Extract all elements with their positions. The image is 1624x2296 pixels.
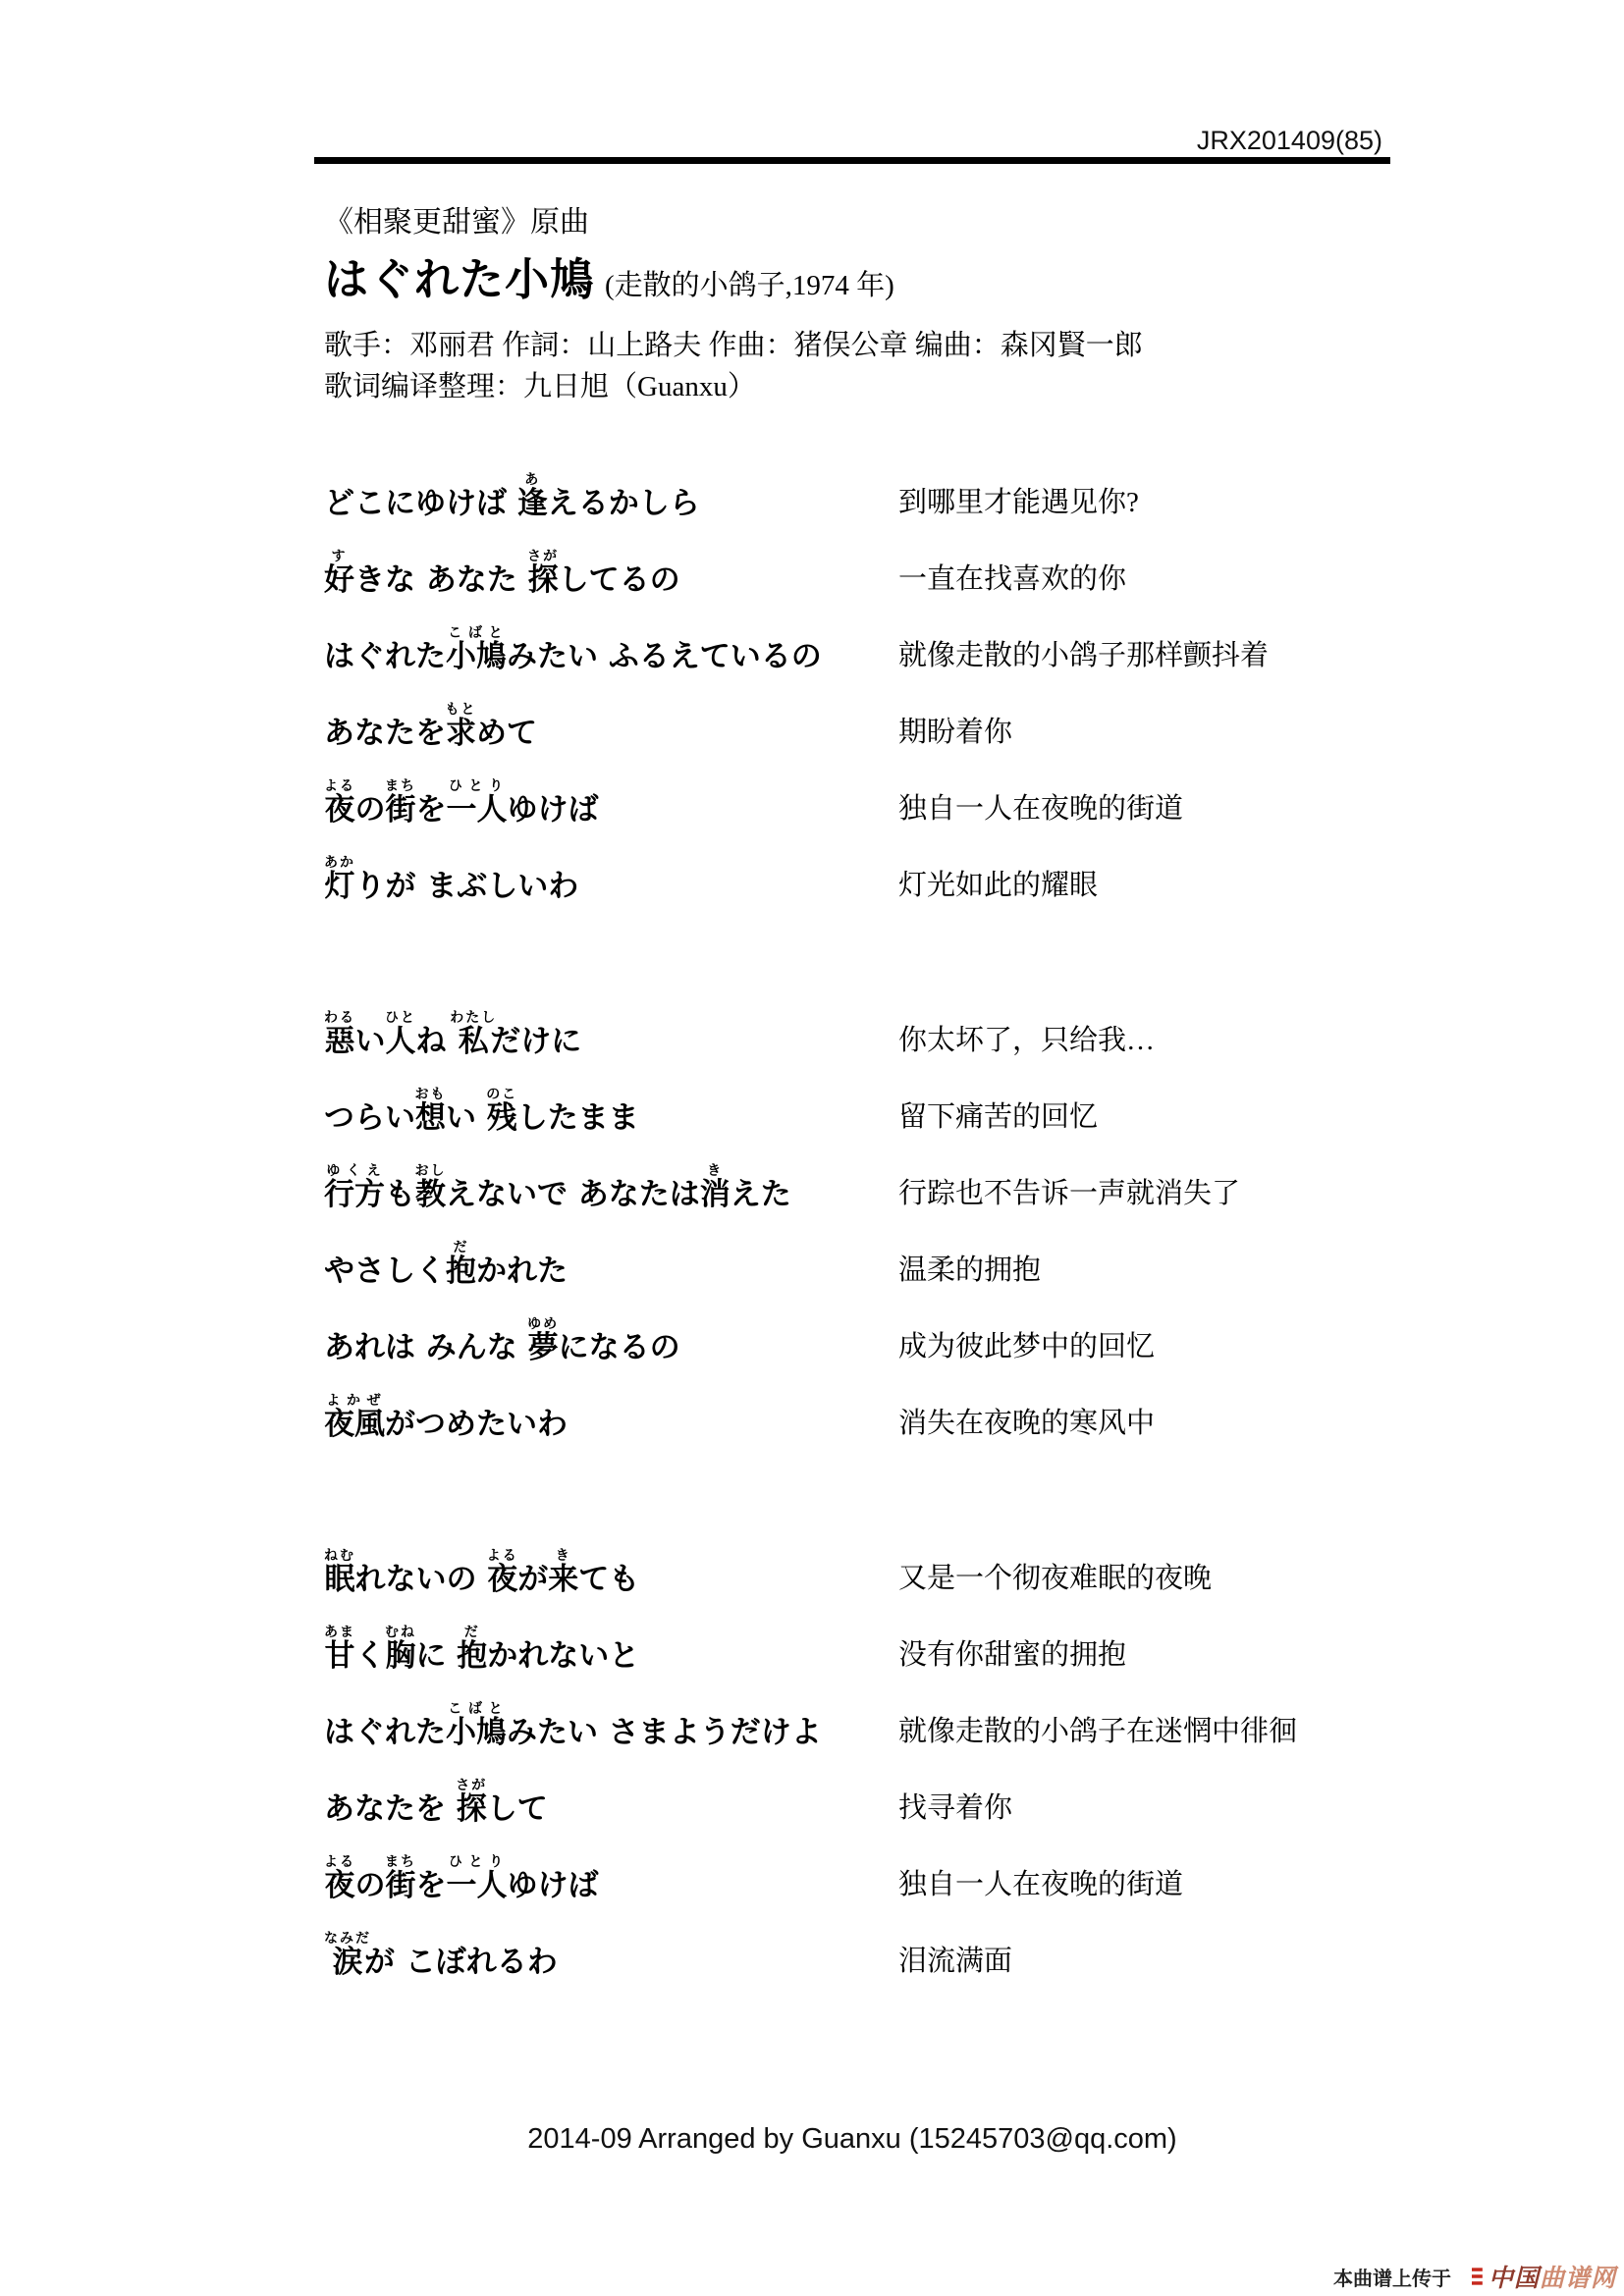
ruby-base: 私わたし	[450, 1010, 498, 1060]
ruby-base: 好す	[324, 549, 354, 599]
lyric-japanese: あなたを 探さがして	[324, 1778, 548, 1828]
ruby-base: 抱だ	[446, 1240, 476, 1290]
lyric-japanese: 夜風よかぜがつめたいわ	[324, 1393, 568, 1443]
ruby-base: 街まち	[385, 778, 416, 828]
furigana: おも	[414, 1087, 447, 1103]
ruby-base: 想おも	[414, 1087, 447, 1137]
lyric-line	[324, 1058, 1600, 1135]
furigana: なみだ	[324, 1931, 371, 1948]
lyric-japanese: やさしく抱だかれた	[324, 1240, 568, 1290]
furigana: ひと	[385, 1010, 416, 1027]
lyric-line	[324, 750, 1600, 827]
furigana: よかぜ	[324, 1393, 385, 1410]
lyric-translation: 独自一人在夜晚的街道	[898, 792, 1184, 825]
lyric-line	[324, 1826, 1600, 1902]
lyric-japanese: 行方ゆくえも教おしえないで あなたは消きえた	[324, 1163, 802, 1213]
lyric-line	[324, 827, 1600, 903]
furigana: さが	[527, 549, 560, 565]
furigana: おし	[414, 1163, 447, 1180]
origin-note: 《相聚更甜蜜》原曲	[324, 206, 589, 239]
lyric-translation: 温柔的拥抱	[898, 1254, 1042, 1286]
title-row	[324, 243, 894, 307]
furigana: もと	[445, 702, 477, 719]
furigana: よる	[486, 1548, 518, 1565]
ruby-base: 眠ねむ	[324, 1548, 355, 1598]
lyric-translation: 独自一人在夜晚的街道	[898, 1868, 1184, 1900]
lyric-translation: 一直在找喜欢的你	[898, 562, 1127, 595]
ruby-base: 甘あま	[324, 1625, 355, 1675]
lyric-translation: 行踪也不告诉一声就消失了	[898, 1177, 1241, 1209]
furigana: あ	[516, 472, 548, 489]
lyric-line	[324, 1135, 1600, 1211]
lyric-translation: 期盼着你	[898, 716, 1013, 748]
ruby-base: 一人ひとり	[446, 778, 508, 828]
lyric-line	[324, 1902, 1600, 1979]
lyric-japanese: 涙なみだが こぼれるわ	[324, 1931, 558, 1981]
lyrics-stanza	[324, 444, 1600, 903]
credits-line-1: 歌手：邓丽君 作詞：山上路夫 作曲：猪俣公章 编曲：森冈賢一郎	[324, 330, 1143, 361]
ruby-base: 胸むね	[385, 1625, 416, 1675]
furigana: す	[324, 549, 354, 565]
furigana: あか	[324, 855, 355, 872]
lyric-japanese: 甘あまく胸むねに 抱だかれないと	[324, 1625, 640, 1675]
ruby-base: 灯あか	[324, 855, 355, 905]
lyric-line	[324, 1596, 1600, 1673]
furigana: まち	[385, 778, 416, 795]
lyric-japanese: つらい想おもい 残のこしたまま	[324, 1087, 639, 1137]
ruby-base: 求もと	[445, 702, 477, 752]
ruby-base: 探さが	[456, 1778, 488, 1828]
watermark-brand-light: 曲谱网	[1539, 2266, 1616, 2292]
lyric-japanese: 眠ねむれないの 夜よるが来きても	[324, 1548, 640, 1598]
lyric-translation: 就像走散的小鸽子在迷惘中徘徊	[898, 1715, 1298, 1747]
doc-code: JRX201409(85)	[1196, 126, 1382, 155]
furigana: ひとり	[446, 778, 508, 795]
lyrics-stanza	[324, 982, 1600, 1441]
furigana: むね	[385, 1625, 416, 1641]
furigana: まち	[385, 1854, 416, 1871]
ruby-base: 涙なみだ	[324, 1931, 371, 1981]
furigana: き	[548, 1548, 579, 1565]
lyric-line	[324, 1673, 1600, 1749]
ruby-base: 抱だ	[457, 1625, 488, 1675]
furigana: さが	[456, 1778, 488, 1794]
furigana: よる	[324, 1854, 355, 1871]
lyric-japanese: はぐれた小鳩こばとみたい ふるえているの	[324, 625, 833, 675]
lyric-translation: 消失在夜晚的寒风中	[898, 1407, 1156, 1439]
lyric-japanese: 灯あかりが まぶしいわ	[324, 855, 579, 905]
lyric-translation: 留下痛苦的回忆	[898, 1100, 1099, 1133]
lyric-translation: 到哪里才能遇见你?	[898, 486, 1139, 518]
lyric-japanese: 好すきな あなた 探さがしてるの	[324, 549, 680, 599]
ruby-base: 教おし	[414, 1163, 447, 1213]
lyric-line	[324, 444, 1600, 520]
watermark-brand-dark: 中国	[1488, 2266, 1540, 2292]
furigana: わたし	[450, 1010, 498, 1027]
furigana: ゆめ	[527, 1316, 560, 1333]
lyric-japanese: 惡わるい人ひとね 私わたしだけに	[324, 1010, 582, 1060]
ruby-base: 夜風よかぜ	[324, 1393, 385, 1443]
ruby-base: 惡わる	[324, 1010, 355, 1060]
furigana: だ	[457, 1625, 488, 1641]
watermark-prefix: 本曲谱上传于	[1332, 2268, 1451, 2290]
furigana: わる	[324, 1010, 355, 1027]
lyrics-stanza	[324, 1520, 1600, 1979]
ruby-base: 残のこ	[486, 1087, 518, 1137]
ruby-base: 消き	[699, 1163, 731, 1213]
ruby-base: 夜よる	[486, 1548, 518, 1598]
furigana: ねむ	[324, 1548, 355, 1565]
lyric-line	[324, 673, 1600, 750]
lyrics-body	[324, 444, 1600, 2057]
furigana: だ	[446, 1240, 476, 1256]
lyric-line	[324, 1364, 1600, 1441]
lyric-translation: 就像走散的小鸽子那样颤抖着	[898, 639, 1270, 671]
ruby-base: 夢ゆめ	[527, 1316, 560, 1366]
furigana: こばと	[446, 625, 507, 642]
furigana: あま	[324, 1625, 355, 1641]
lyric-translation: 你太坏了，只给我…	[898, 1024, 1156, 1056]
ruby-base: 小鳩こばと	[446, 1701, 507, 1751]
lyric-line	[324, 1288, 1600, 1364]
ruby-base: 夜よる	[324, 1854, 355, 1904]
ruby-base: 探さが	[527, 549, 560, 599]
lyric-line	[324, 982, 1600, 1058]
furigana: のこ	[486, 1087, 518, 1103]
ruby-base: 街まち	[385, 1854, 416, 1904]
cn-qupu-logo-icon	[1459, 2264, 1485, 2289]
song-title: はぐれた小鳩	[324, 253, 596, 305]
lyric-japanese: はぐれた小鳩こばとみたい さまようだけよ	[324, 1701, 833, 1751]
lyric-line	[324, 1749, 1600, 1826]
ruby-base: 行方ゆくえ	[324, 1163, 385, 1213]
site-watermark	[1333, 2259, 1616, 2294]
ruby-base: 一人ひとり	[446, 1854, 508, 1904]
lyric-japanese: あれは みんな 夢ゆめになるの	[324, 1316, 680, 1366]
ruby-base: 人ひと	[385, 1010, 416, 1060]
ruby-base: 来き	[548, 1548, 579, 1598]
furigana: こばと	[446, 1701, 507, 1718]
lyric-japanese: どこにゆけば 逢あえるかしら	[324, 472, 700, 522]
header-rule	[314, 157, 1390, 164]
lyric-line	[324, 1520, 1600, 1596]
lyric-translation: 又是一个彻夜难眠的夜晚	[898, 1562, 1213, 1594]
lyric-japanese: あなたを求もとめて	[324, 702, 537, 752]
ruby-base: 小鳩こばと	[446, 625, 507, 675]
lyric-line	[324, 520, 1600, 597]
furigana: き	[699, 1163, 731, 1180]
ruby-base: 逢あ	[516, 472, 548, 522]
furigana: ゆくえ	[324, 1163, 385, 1180]
lyric-translation: 灯光如此的耀眼	[898, 869, 1099, 901]
lyric-translation: 泪流满面	[898, 1945, 1013, 1977]
lyric-japanese: 夜よるの街まちを一人ひとりゆけば	[324, 778, 599, 828]
lyric-translation: 找寻着你	[898, 1791, 1013, 1824]
furigana: よる	[324, 778, 355, 795]
lyric-translation: 没有你甜蜜的拥抱	[898, 1638, 1127, 1671]
lyric-line	[324, 597, 1600, 673]
footer-credit: 2014-09 Arranged by Guanxu (15245703@qq.com)	[527, 2123, 1177, 2155]
ruby-base: 夜よる	[324, 778, 355, 828]
lyric-line	[324, 1211, 1600, 1288]
lyric-japanese: 夜よるの街まちを一人ひとりゆけば	[324, 1854, 599, 1904]
furigana: ひとり	[446, 1854, 508, 1871]
lyric-translation: 成为彼此梦中的回忆	[898, 1330, 1156, 1362]
credits-line-2: 歌词编译整理：九日旭（Guanxu）	[324, 371, 756, 402]
song-title-annotation: (走散的小鸽子,1974 年)	[605, 270, 894, 301]
